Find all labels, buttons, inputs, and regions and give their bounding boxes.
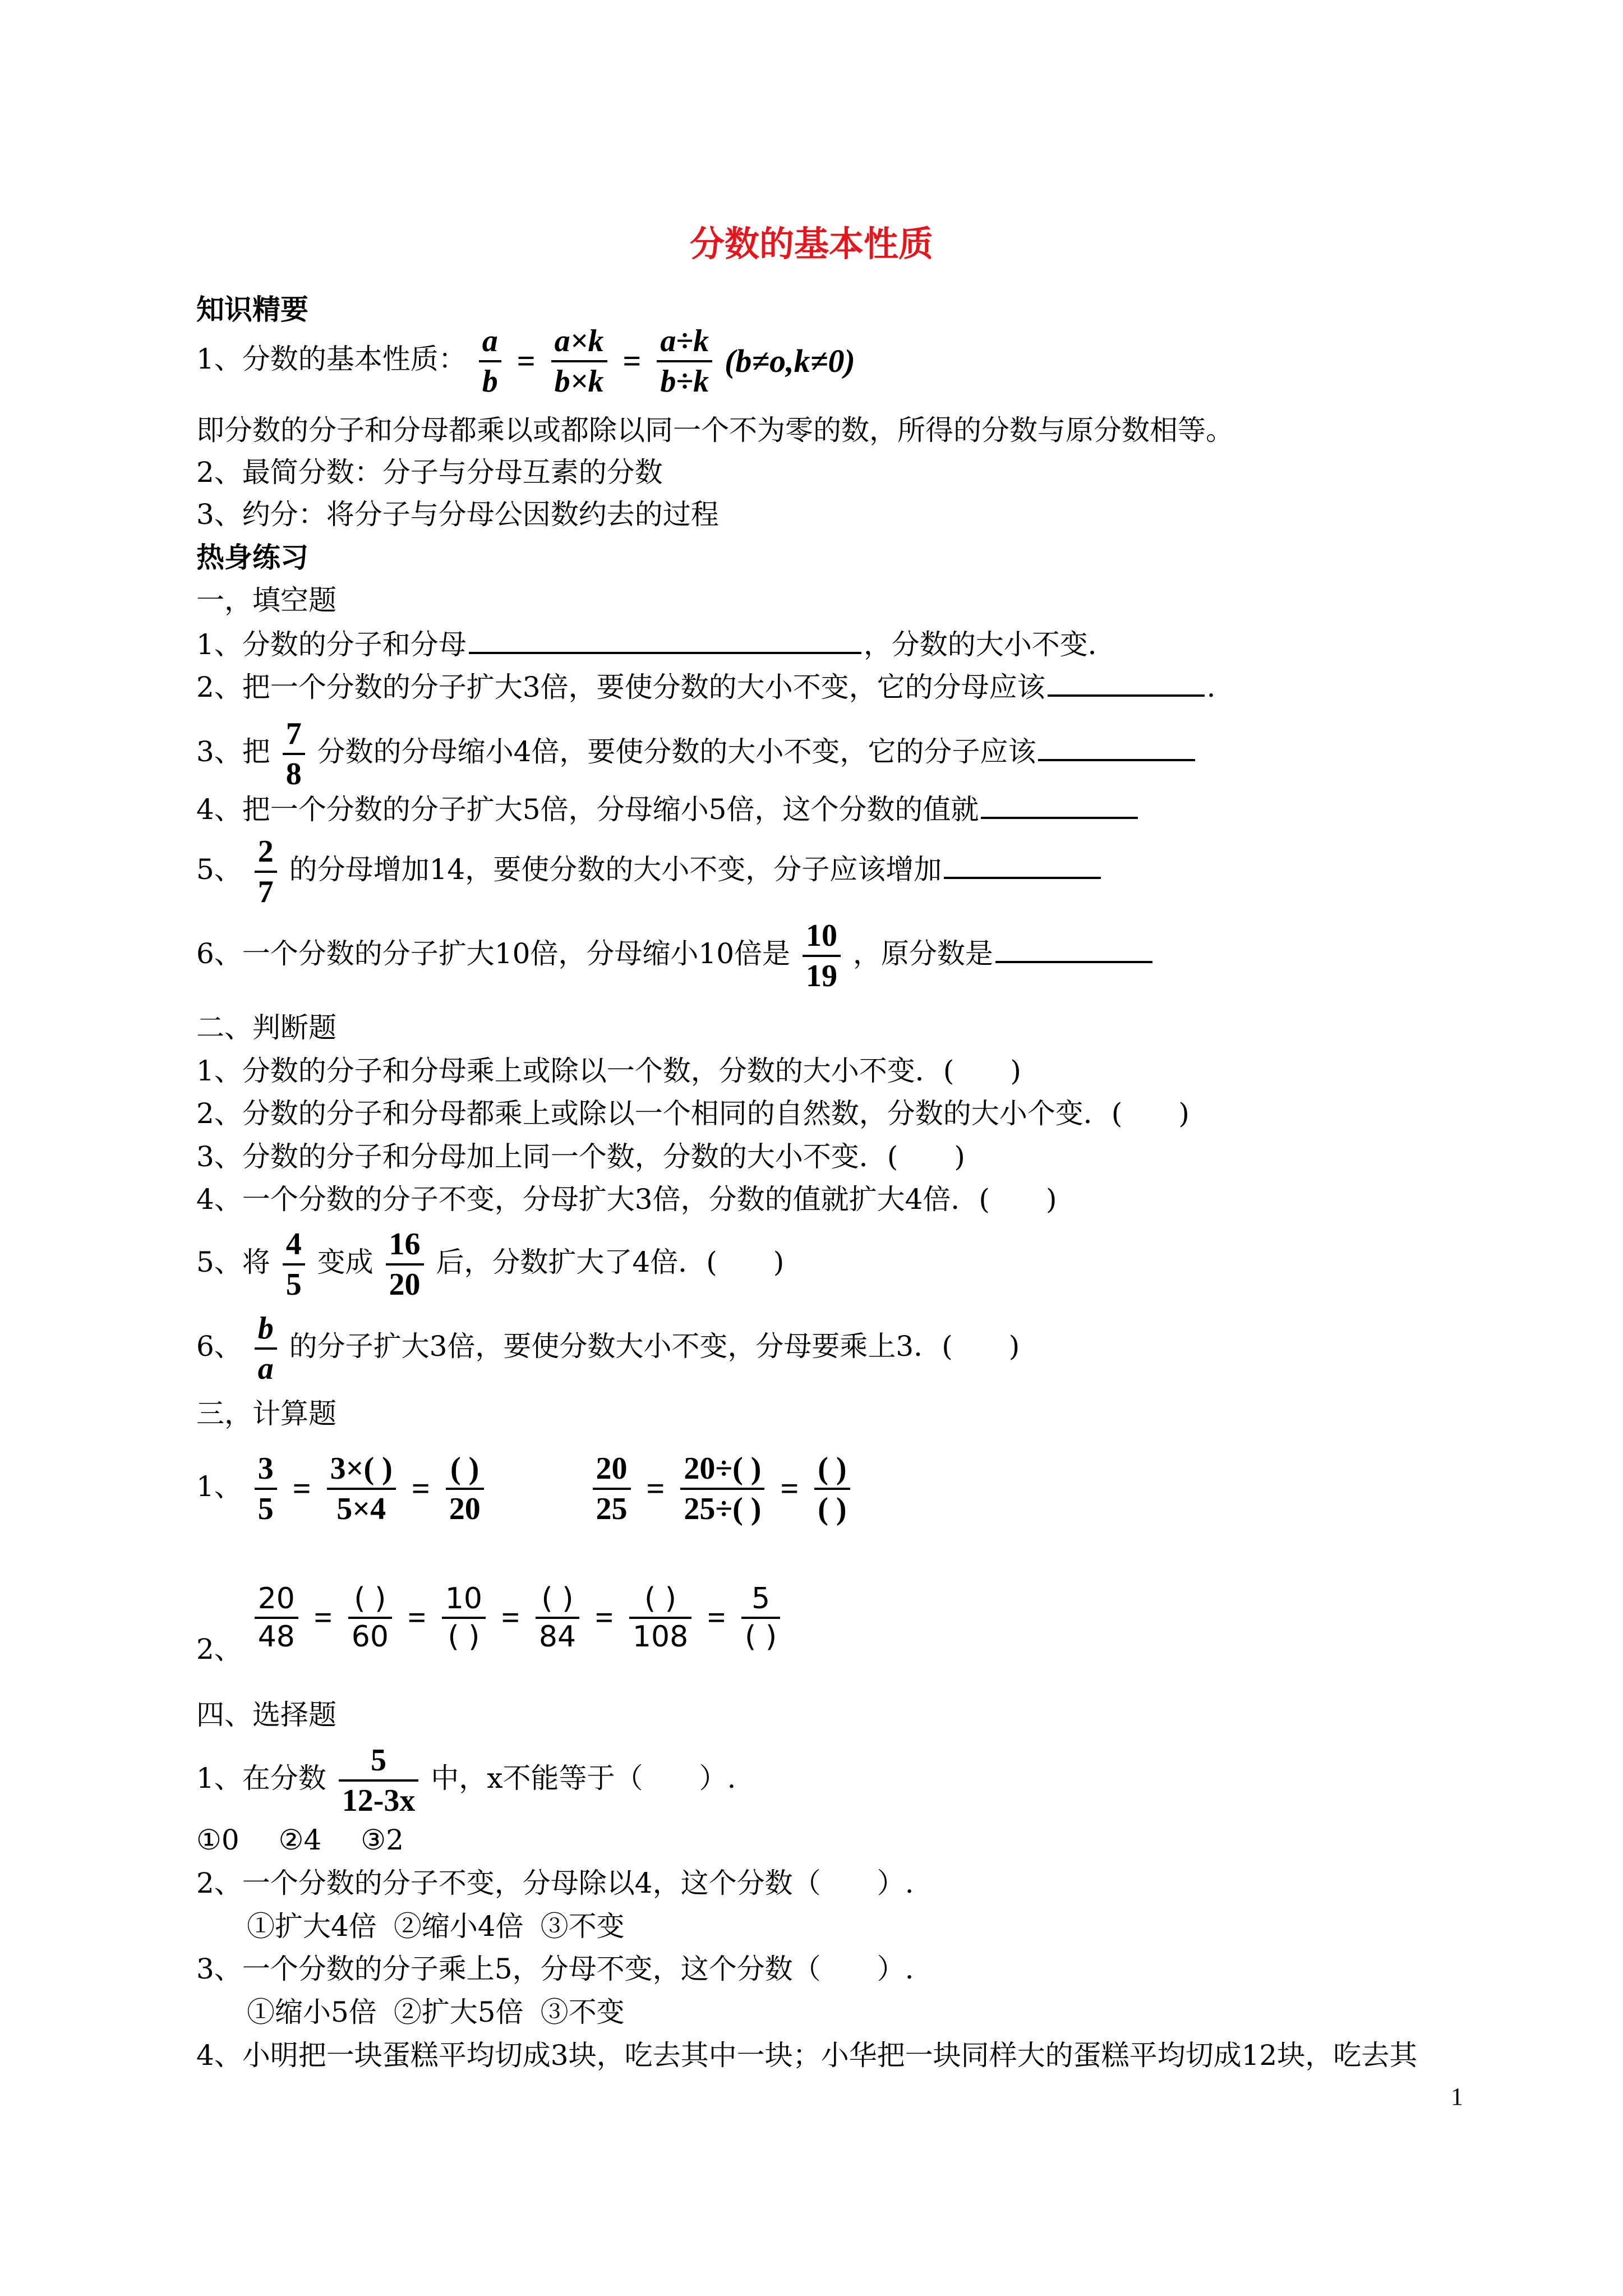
option[interactable]: ①0 [196,1824,239,1856]
fraction-b-a: $\frac{b}{a}$ [255,1313,277,1384]
part-multiple-choice: 四、选择题 [196,1699,336,1731]
section-heading-knowledge: 知识精要 [196,293,308,326]
part-calculation: 三，计算题 [196,1397,336,1430]
answer-blank[interactable] [995,934,1152,963]
answer-blank[interactable] [1038,732,1195,761]
page-title: 分数的基本性质 [689,223,933,264]
choice-question-1: 1、在分数 $\frac{5}{12-3x}$ 中，x不能等于（ ）. [196,1743,736,1818]
formula-fraction-a-b: $\frac{a}{b}$ [479,325,501,397]
calc2-frac5: $\frac{( )}{108}$ [629,1584,691,1651]
fraction-16-20: $\frac{16}{20}$ [386,1228,424,1300]
property-explanation: 即分数的分子和分母都乘以或都除以同一个不为零的数，所得的分数与原分数相等。 [196,414,1234,447]
judge-question-6: 6、 $\frac{b}{a}$ 的分子扩大3倍，要使分数大小不变，分母要乘上3．( ) [196,1311,1020,1386]
judge-question-4: 4、一个分数的分子不变，分母扩大3倍，分数的值就扩大4倍．( ) [196,1183,1057,1216]
calc1b-frac1: $\frac{20}{25}$ [593,1453,631,1525]
property-formula-line: 1、分数的基本性质： $\frac{a}{b}$ = $\frac{a\times k}{b\times k}$ = $\frac{a\div k}{b\div k}$ (b≠o,k≠0) [196,324,855,399]
part-fill-blank: 一，填空题 [196,584,336,616]
choice-question-3: 3、一个分数的分子乘上5，分母不变，这个分数（ ）. [196,1953,914,1985]
answer-blank[interactable] [981,790,1138,819]
simplest-fraction-definition: 2、最简分数：分子与分母互素的分数 [196,456,663,489]
fraction-5-over-12-3x: $\frac{5}{12-3x}$ [339,1745,419,1816]
reduction-definition: 3、约分：将分子与分母公因数约去的过程 [196,498,719,531]
option[interactable]: ①缩小5倍 [247,1996,377,2028]
fill-question-6: 6、一个分数的分子扩大10倍，分母缩小10倍是 $\frac{10}{19}$ ，原分数是 [196,920,1155,992]
calc1a-frac1: $\frac{3}{5}$ [255,1453,277,1525]
fill-question-5: 5、 $\frac{2}{7}$ 的分母增加14，要使分数的大小不变，分子应该增加 [196,836,1103,908]
answer-blank[interactable] [469,625,861,654]
option[interactable]: ③不变 [540,1996,625,2028]
judge-question-3: 3、分数的分子和分母加上同一个数，分数的大小不变．( ) [196,1140,965,1173]
judge-question-5: 5、将 $\frac{4}{5}$ 变成 $\frac{16}{20}$ 后，分数扩大了4倍．( ) [196,1227,785,1302]
formula-fraction-times: $\frac{a\times k}{b\times k}$ [551,325,607,397]
option[interactable]: ②4 [278,1824,322,1856]
calc1b-frac3: $\frac{( )}{( )}$ [814,1453,850,1525]
fill-question-4: 4、把一个分数的分子扩大5倍，分母缩小5倍，这个分数的值就 [196,790,1140,827]
calc1a-frac2: $\frac{3\times( )}{5\times 4}$ [327,1453,396,1525]
calc2-frac6: $\frac{5}{( )}$ [741,1584,780,1651]
part-true-false: 二、判断题 [196,1011,336,1044]
formula-condition: (b≠o,k≠0) [725,343,855,379]
fraction-4-5: $\frac{4}{5}$ [283,1228,305,1300]
section-heading-warmup: 热身练习 [196,541,308,574]
answer-blank[interactable] [944,850,1101,879]
calc1b-frac2: $\frac{20\div( )}{25\div( )}$ [680,1453,764,1525]
fraction-10-19: $\frac{10}{19}$ [803,920,841,992]
option[interactable]: ②扩大5倍 [393,1996,524,2028]
fraction-2-7: $\frac{2}{7}$ [255,836,277,908]
calc2-frac4: $\frac{( )}{84}$ [536,1584,579,1651]
calc1a-frac3: $\frac{( )}{20}$ [446,1453,484,1525]
property-label: 1、分数的基本性质： [196,343,467,375]
fill-question-2: 2、把一个分数的分子扩大3倍，要使分数的大小不变，它的分母应该 . [196,668,1216,705]
option[interactable]: ①扩大4倍 [247,1910,377,1943]
choice-1-options [196,1822,443,1858]
option[interactable]: ③不变 [540,1910,625,1943]
choice-2-options [247,1908,664,1944]
option[interactable]: ③2 [361,1824,404,1856]
choice-question-2: 2、一个分数的分子不变，分母除以4，这个分数（ ）. [196,1867,914,1899]
fill-question-1: 1、分数的分子和分母 ，分数的大小不变． [196,625,1116,662]
calc-question-2: 2、 $\frac{20}{48}$ = $\frac{( )}{60}$ = $\frac{10}{( )}$ = $\frac{( )}{84}$ = $\frac{( )}{108}$ = $\frac{5}{( )}$ [196,1576,783,1657]
judge-question-1: 1、分数的分子和分母乘上或除以一个数，分数的大小不变．( ) [196,1055,1021,1087]
fill-question-3: 3、把 $\frac{7}{8}$ 分数的分母缩小4倍，要使分数的大小不变，它的分子应该 [196,718,1197,790]
answer-blank[interactable] [1048,668,1205,697]
judge-question-2: 2、分数的分子和分母都乘上或除以一个相同的自然数，分数的大小个变．( ) [196,1097,1189,1130]
calc2-frac1: $\frac{20}{48}$ [255,1584,298,1651]
calc-question-1: 1、 $\frac{3}{5}$ = $\frac{3\times( )}{5\times 4}$ = $\frac{( )}{20}$ $\frac{20}{25}$ = $\frac{20\div( )}{25\div( )}$ = $\frac{( )}{( )}$ [196,1447,854,1528]
choice-question-4: 4、小明把一块蛋糕平均切成3块，吃去其中一块；小华把一块同样大的蛋糕平均切成12块，吃去其 [196,2039,1418,2072]
page-number: 1 [1451,2083,1463,2110]
option[interactable]: ②缩小4倍 [393,1910,524,1943]
calc2-frac3: $\frac{10}{( )}$ [442,1584,486,1651]
calc2-frac2: $\frac{( )}{60}$ [348,1584,392,1651]
formula-fraction-divide: $\frac{a\div k}{b\div k}$ [657,325,712,397]
choice-3-options [247,1994,664,2030]
fraction-7-8: $\frac{7}{8}$ [283,718,305,790]
